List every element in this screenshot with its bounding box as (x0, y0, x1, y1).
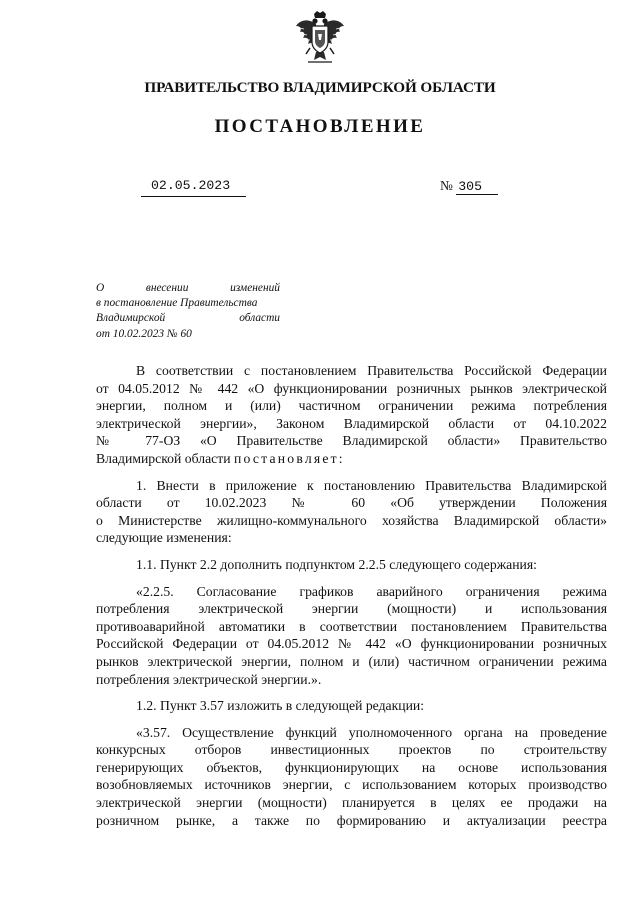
paragraph-quote-3-57 (96, 724, 607, 830)
text-fragment: Владимирской области (96, 450, 234, 466)
document-type-title: ПОСТАНОВЛЕНИЕ (214, 116, 426, 137)
text-line: электрической энергии (мощности) планируется в целях ее продажи на (96, 795, 607, 811)
text-line: потребления электрической энергии.». (96, 671, 322, 687)
text-line: 1.1. Пункт 2.2 дополнить подпунктом 2.2.5 следующего содержания: (136, 556, 537, 572)
text-line: генерирующих объектов, функционирующих на основе использования (96, 759, 607, 775)
text-line: «3.57. Осуществление функций уполномоченного органа на проведение (136, 724, 607, 740)
text-line: о Министерстве жилищно-коммунального хозяйства Владимирской области» (96, 512, 607, 528)
text-line: 1. Внести в приложение к постановлению Правительства Владимирской (136, 477, 607, 493)
text-line: противоаварийной автоматики в соответствии постановлением Правительства (96, 618, 607, 634)
text-line: следующие изменения: (96, 530, 232, 546)
subject-line: в постановление Правительства (96, 297, 258, 310)
paragraph-preamble (96, 362, 607, 468)
text-line: «2.2.5. Согласование графиков аварийного ограничения режима (136, 583, 607, 599)
text-line: В соответствии с постановлением Правительства Российской Федерации (136, 363, 607, 378)
text-line: возобновляемых источников энергии, с использованием которых производство (96, 777, 607, 793)
document-number: 305 (456, 179, 498, 195)
subject-line: от 10.02.2023 № 60 (96, 327, 192, 340)
text-line: потребления электрической энергии (мощности) и использования (96, 601, 607, 617)
paragraph-item-1 (96, 477, 607, 547)
document-body (96, 362, 607, 829)
text-line (96, 450, 607, 468)
text-line: Российской Федерации от 04.05.2012 № 442 «О функционировании розничных (96, 636, 607, 652)
paragraph-quote-2-2-5 (96, 583, 607, 689)
text-line: электрической энергии», Законом Владимирской области от 04.10.2022 (96, 415, 607, 431)
number-sign: № (440, 178, 453, 193)
text-line: энергии, полном и (или) частичном ограничении режима потребления (96, 398, 607, 414)
text-line: № 77-ОЗ «О Правительстве Владимирской области» Правительство (96, 433, 607, 449)
government-title: ПРАВИТЕЛЬСТВО ВЛАДИМИРСКОЙ ОБЛАСТИ (144, 79, 496, 96)
paragraph-item-1-1 (96, 556, 607, 574)
resolution-word: постановляет (233, 450, 339, 466)
text-fragment: : (338, 450, 343, 466)
paragraph-item-1-2 (96, 697, 607, 715)
coat-of-arms-icon (290, 10, 350, 66)
document-number-field (440, 178, 498, 197)
text-line: области от 10.02.2023 № 60 «Об утверждении Положения (96, 495, 607, 511)
subject-line: Владимирской области (96, 312, 280, 325)
subject-line: О внесении изменений (96, 282, 280, 294)
text-line: конкурсных отборов инвестиционных проектов по строительству (96, 742, 607, 758)
text-line: рынков электрической энергии, полном и (или) частичном ограничении режима (96, 653, 607, 669)
text-line: от 04.05.2012 № 442 «О функционировании розничных рынков электрической (96, 380, 607, 396)
document-date: 02.05.2023 (141, 178, 246, 197)
text-line: розничном рынке, а также по формированию и актуализации реестра (96, 812, 607, 828)
document-subject (96, 281, 280, 342)
text-line: 1.2. Пункт 3.57 изложить в следующей редакции: (136, 698, 425, 714)
